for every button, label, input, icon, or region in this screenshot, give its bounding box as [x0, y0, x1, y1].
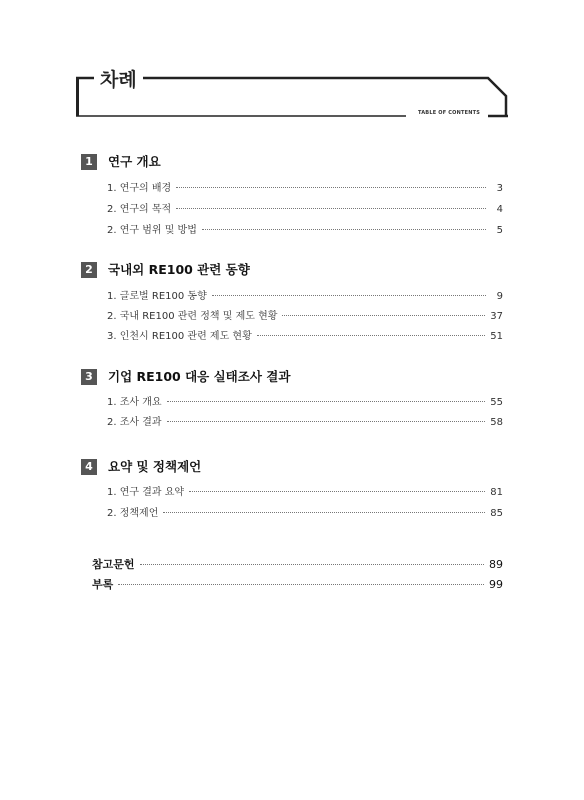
- entry-label: 1. 글로벌 RE100 동향: [107, 291, 207, 302]
- toc-header: [76, 68, 508, 120]
- entry-page: 99: [489, 578, 503, 591]
- chapter-title: 요약 및 정책제언: [108, 459, 202, 474]
- entry-label: 2. 조사 결과: [107, 417, 162, 428]
- toc-entry-appendix[interactable]: [92, 578, 503, 592]
- toc-entry[interactable]: [107, 396, 503, 410]
- chapter-1-heading[interactable]: [81, 154, 503, 172]
- chapter-title: 기업 RE100 대응 실태조사 결과: [108, 369, 291, 384]
- toc-entry[interactable]: [107, 203, 503, 217]
- entry-page: 37: [490, 311, 503, 322]
- entry-page: 58: [490, 417, 503, 428]
- dot-leader: [176, 208, 486, 209]
- dot-leader: [167, 401, 486, 402]
- chapter-2-heading[interactable]: [81, 262, 503, 280]
- toc-entry[interactable]: [107, 290, 503, 304]
- entry-page: 5: [496, 225, 503, 236]
- entry-label: 3. 인천시 RE100 관련 제도 현황: [107, 331, 252, 342]
- toc-entry[interactable]: [107, 224, 503, 238]
- chapter-number-badge: 3: [81, 369, 97, 385]
- entry-page: 85: [490, 508, 503, 519]
- entry-page: 9: [496, 291, 503, 302]
- page-subtitle: TABLE OF CONTENTS: [418, 110, 480, 116]
- toc-entry[interactable]: [107, 182, 503, 196]
- dot-leader: [189, 491, 485, 492]
- toc-entry[interactable]: [107, 416, 503, 430]
- dot-leader: [212, 295, 486, 296]
- entry-label: 2. 연구 범위 및 방법: [107, 225, 197, 236]
- chapter-title: 연구 개요: [108, 154, 161, 169]
- dot-leader: [257, 335, 486, 336]
- chapter-title: 국내외 RE100 관련 동향: [108, 262, 250, 277]
- toc-entry[interactable]: [107, 507, 503, 521]
- dot-leader: [202, 229, 486, 230]
- entry-page: 81: [490, 487, 503, 498]
- chapter-number-badge: 2: [81, 262, 97, 278]
- entry-label: 2. 국내 RE100 관련 정책 및 제도 현황: [107, 311, 278, 322]
- dot-leader: [118, 584, 484, 585]
- entry-label: 1. 연구 결과 요약: [107, 487, 185, 498]
- dot-leader: [176, 187, 486, 188]
- entry-label: 부록: [92, 578, 114, 591]
- entry-label: 1. 조사 개요: [107, 397, 162, 408]
- dot-leader: [163, 512, 485, 513]
- entry-label: 2. 연구의 목적: [107, 204, 172, 215]
- entry-page: 89: [489, 558, 503, 571]
- dot-leader: [167, 421, 486, 422]
- entry-page: 4: [496, 204, 503, 215]
- dot-leader: [282, 315, 485, 316]
- dot-leader: [140, 564, 484, 565]
- entry-label: 참고문헌: [92, 558, 135, 571]
- page-title: 차례: [94, 68, 143, 92]
- chapter-3-heading[interactable]: [81, 369, 503, 387]
- entry-page: 3: [496, 183, 503, 194]
- toc-entry[interactable]: [107, 330, 503, 344]
- chapter-number-badge: 4: [81, 459, 97, 475]
- entry-label: 2. 정책제언: [107, 508, 159, 519]
- toc-entry-references[interactable]: [92, 558, 503, 572]
- chapter-4-heading[interactable]: [81, 459, 503, 477]
- toc-entry[interactable]: [107, 486, 503, 500]
- entry-page: 55: [490, 397, 503, 408]
- entry-page: 51: [490, 331, 503, 342]
- toc-entry[interactable]: [107, 310, 503, 324]
- entry-label: 1. 연구의 배경: [107, 183, 172, 194]
- chapter-number-badge: 1: [81, 154, 97, 170]
